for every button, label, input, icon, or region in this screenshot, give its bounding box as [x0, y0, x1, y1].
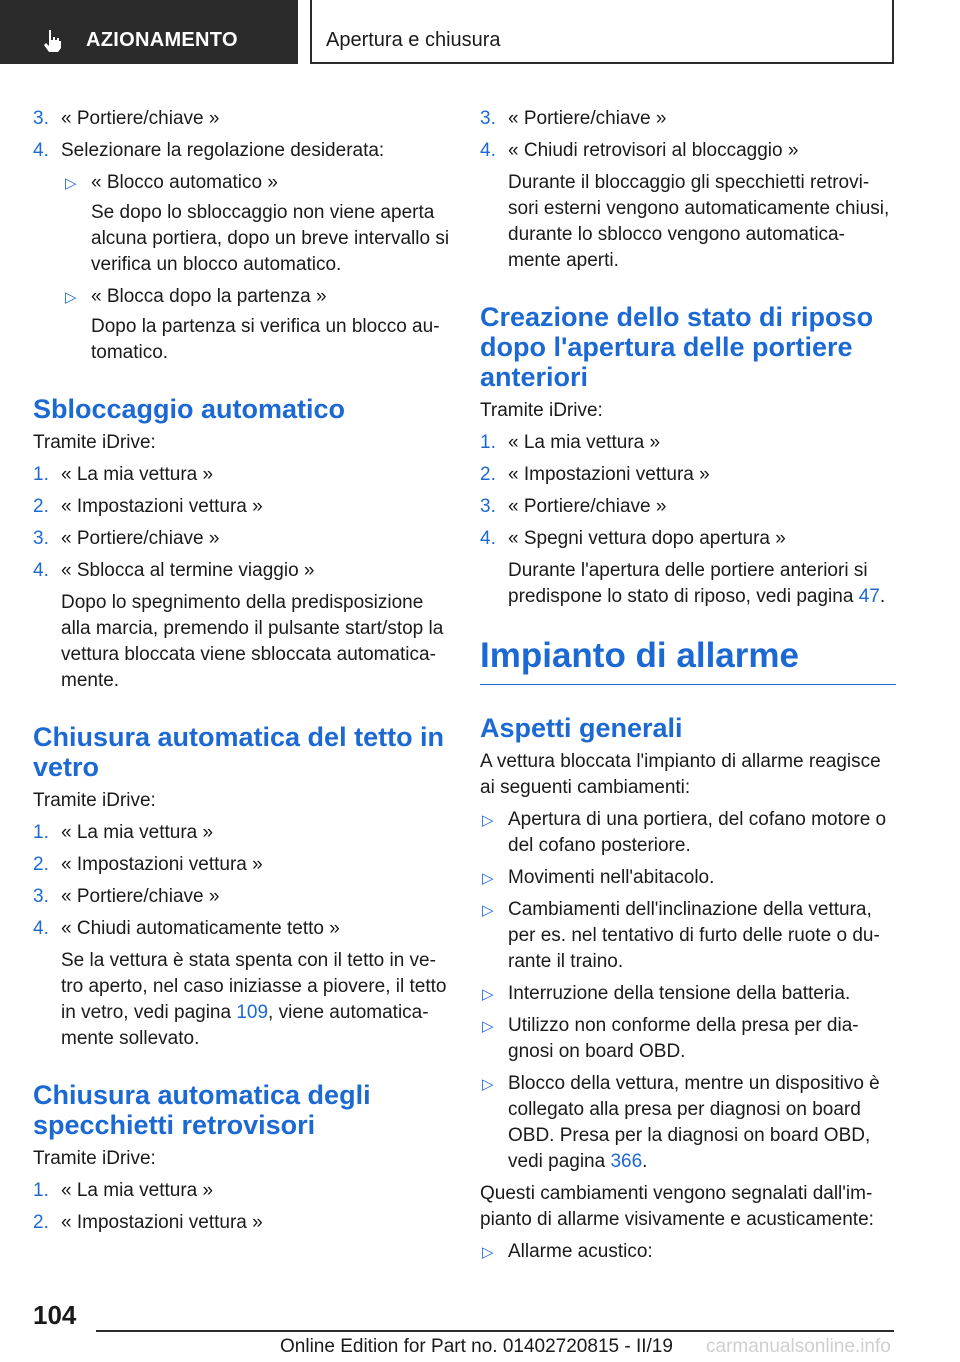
watermark-label: carmanualsonline.info — [706, 1336, 891, 1357]
bullet-note: Dopo la partenza si verifica un blocco au-tomatico. — [91, 316, 440, 363]
heading-roof-close: Chiusura automatica del tetto in vetro — [33, 722, 445, 782]
general-intro: A vettura bloccata l'impianto di allarme reagisce ai seguenti cambiamenti: — [480, 751, 881, 798]
page-link-47[interactable]: 47 — [858, 586, 880, 607]
item-note: Se la vettura è stata spenta con il tetto in ve-tro aperto, nel caso iniziasse a piovere, il tetto in vetro, vedi pagina 109, viene automatica-mente sollevato. — [61, 950, 447, 1049]
list-item: 3. « Portiere/chiave » — [33, 108, 220, 129]
idrive-intro: Tramite iDrive: — [33, 790, 156, 811]
list-item: 1. « La mia vettura » — [33, 464, 214, 485]
edition-label: Online Edition for Part no. 01402720815 - II/19 — [280, 1336, 673, 1357]
list-item: 4. « Spegni vettura dopo apertura » — [480, 528, 786, 549]
bullet-item: ▷ Utilizzo non conforme della presa per dia-gnosi on board OBD. — [482, 1015, 859, 1062]
item-note: Dopo lo spegnimento della predisposizione alla marcia, premendo il pulsante start/stop la vettura bloccata viene sbloccata automatica-mente. — [61, 592, 444, 691]
triangle-bullet-icon: ▷ — [65, 175, 77, 192]
chapter-tab — [0, 0, 298, 64]
list-item: 4. Selezionare la regolazione desiderata: — [33, 140, 385, 161]
list-item: 4. « Chiudi automaticamente tetto » — [33, 918, 340, 939]
left-column — [33, 100, 453, 1236]
bullet-item: ▷ Cambiamenti dell'inclinazione della vettura, per es. nel tentativo di furto delle ruote o du-rante il traino. — [482, 899, 880, 972]
triangle-bullet-icon: ▷ — [482, 986, 494, 1003]
bullet-item: ▷ Apertura di una portiera, del cofano motore o del cofano posteriore. — [482, 809, 887, 856]
list-item: 2. « Impostazioni vettura » — [33, 854, 263, 875]
list-item: 1. « La mia vettura » — [480, 432, 661, 453]
bullet-item: ▷ Blocco della vettura, mentre un dispositivo è collegato alla presa per diagnosi on board OBD. Presa per la diagnosi on board OBD, vedi pagina 366. — [482, 1073, 880, 1172]
bullet-item: ▷ Movimenti nell'abitacolo. — [480, 865, 896, 891]
item-note: Durante il bloccaggio gli specchietti retrovi-sori esterni vengono automaticamente chiusi, durante lo sblocco vengono automatica-mente aperti. — [508, 172, 890, 271]
page-header — [0, 0, 960, 68]
bullet-item: ▷ « Blocca dopo la partenza » — [33, 284, 453, 310]
bullet-item: ▷ Interruzione della tensione della batteria. — [480, 981, 896, 1007]
list-item: 3. « Portiere/chiave » — [33, 528, 220, 549]
list-item: 4. « Chiudi retrovisori al bloccaggio » — [480, 140, 799, 161]
list-item: 1. « La mia vettura » — [33, 822, 214, 843]
page-link-109[interactable]: 109 — [236, 1002, 269, 1023]
page-link-366[interactable]: 366 — [610, 1151, 643, 1172]
section-tab — [310, 0, 894, 64]
triangle-bullet-icon: ▷ — [482, 870, 494, 887]
bullet-item: ▷ « Blocco automatico » — [33, 170, 453, 196]
item-note: Durante l'apertura delle portiere anteriori si predispone lo stato di riposo, vedi pagina 47. — [508, 560, 886, 607]
heading-alarm-system: Impianto di allarme — [480, 636, 896, 685]
heading-automatic-unlock: Sbloccaggio automatico — [33, 394, 346, 424]
bullet-note: Se dopo lo sbloccaggio non viene aperta alcuna portiera, dopo un breve intervallo si verifica un blocco automatico. — [91, 202, 450, 275]
triangle-bullet-icon: ▷ — [482, 1244, 494, 1261]
chapter-title: AZIONAMENTO — [86, 29, 238, 51]
triangle-bullet-icon: ▷ — [482, 1018, 494, 1035]
list-item: 3. « Portiere/chiave » — [480, 108, 667, 129]
idrive-intro: Tramite iDrive: — [33, 1148, 156, 1169]
list-item: 4. « Sblocca al termine viaggio » — [33, 560, 315, 581]
heading-general: Aspetti generali — [480, 713, 683, 743]
triangle-bullet-icon: ▷ — [65, 289, 77, 306]
list-item: 1. « La mia vettura » — [33, 1180, 214, 1201]
footer-divider — [96, 1330, 894, 1332]
heading-mirror-fold: Chiusura automatica degli specchietti retrovisori — [33, 1080, 371, 1140]
triangle-bullet-icon: ▷ — [482, 1076, 494, 1093]
list-item: 3. « Portiere/chiave » — [480, 496, 667, 517]
signal-paragraph: Questi cambiamenti vengono segnalati dall'im-pianto di allarme visivamente e acusticamente: — [480, 1183, 874, 1230]
list-item: 2. « Impostazioni vettura » — [480, 464, 710, 485]
heading-rest-state: Creazione dello stato di riposo dopo l'apertura delle portiere anteriori — [480, 302, 874, 392]
list-item: 2. « Impostazioni vettura » — [33, 1212, 263, 1233]
hand-pointer-icon — [40, 28, 66, 54]
triangle-bullet-icon: ▷ — [482, 812, 494, 829]
section-title: Apertura e chiusura — [326, 29, 501, 51]
right-column — [480, 100, 896, 1265]
list-item: 3. « Portiere/chiave » — [33, 886, 220, 907]
bullet-item: ▷ Allarme acustico: — [480, 1239, 896, 1265]
page-number: 104 — [33, 1300, 77, 1330]
triangle-bullet-icon: ▷ — [482, 902, 494, 919]
idrive-intro: Tramite iDrive: — [33, 432, 156, 453]
list-item: 2. « Impostazioni vettura » — [33, 496, 263, 517]
idrive-intro: Tramite iDrive: — [480, 400, 603, 421]
